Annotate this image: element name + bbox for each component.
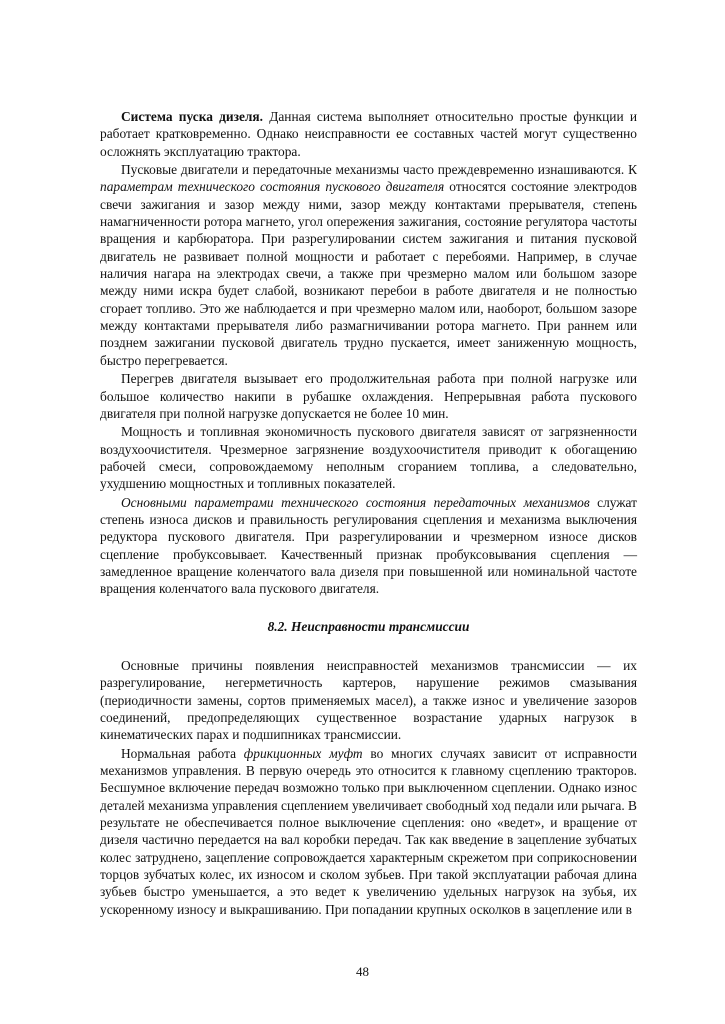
paragraph-friction-clutches <box>100 745 637 918</box>
paragraph-text: относятся состояние электродов свечи зажигания и зазор между ними, зазор между контактами прерывателя, степень намагниченности ротора магнето, угол опережения зажигания, состояние регулятора частоты вращения и карбюратора. При разрегулировании систем зажигания и питания пусковой двигатель не развивает полной мощности и работает с перебоями. Например, в случае наличия нагара на электродах свечи, а также при чрезмерно малом или большом зазоре между ними искра будет слабой, возникают перебои в работе двигателя и не полностью сгорает топливо. Это же наблюдается и при чрезмерно малом или, наоборот, большом зазоре между контактами прерывателя либо размагничивании ротора магнето. При раннем или позднем зажигании пусковой двигатель трудно пускается, имеет заниженную мощность, быстро перегревается. <box>100 179 638 368</box>
page-content <box>100 108 637 918</box>
paragraph-transmission-causes: Основные причины появления неисправностей механизмов трансмиссии — их разрегулирование, негерметичность картеров, нарушение режимов смазывания (периодичности замены, сортов применяемых масел), а также износ и увеличение зазоров соединений, предопределяющих существенное возрастание ударных нагрузок в кинематических парах и подшипниках трансмиссии. <box>100 657 637 743</box>
paragraph-text: во многих случаях зависит от исправности механизмов управления. В первую очередь это относится к главному сцеплению тракторов. Бесшумное включение передач возможно только при выключенном сцеплении. Однако износ деталей механизма управления сцеплением увеличивает свободный ход педали или рычага. В результате не обеспечивается полное выключение сцепления: оно «ведет», и вращение от дизеля частично передается на вал коробки передач. Так как введение в зацепление зубчатых колес затруднено, зацепление сопровождается характерным скрежетом при соприкосновении торцов зубчатых колес, их износом и сколом зубьев. При такой эксплуатации рабочая длина зубьев быстро уменьшается, а это ведет к увеличению удельных нагрузок на зубья, их ускоренному износу и выкрашиванию. При попадании крупных осколков в зацепление или в <box>100 745 638 917</box>
italic-term: параметрам технического состояния пускового двигателя <box>100 179 445 195</box>
paragraph-text: Данная система выполняет относительно простые функции и работает кратковременно. Однако неисправности ее составных частей могут существенно осложнять эксплуатацию трактора. <box>100 109 637 159</box>
paragraph-text: Пусковые двигатели и передаточные механизмы часто преждевременно изнашиваются. К <box>121 162 637 178</box>
paragraph-starting-system <box>100 108 637 160</box>
italic-term: фрикционных муфт <box>243 745 363 761</box>
paragraph-overheating: Перегрев двигателя вызывает его продолжительная работа при полной нагрузке или большое количество накипи в рубашке охлаждения. Непрерывная работа пускового двигателя при полной нагрузке допускается не более 10 мин. <box>100 371 637 421</box>
paragraph-title: Система пуска дизеля. <box>121 109 264 124</box>
section-heading: 8.2. Неисправности трансмиссии <box>267 618 470 634</box>
paragraph-air-cleaner: Мощность и топливная экономичность пускового двигателя зависят от загрязненности воздухоочистителя. Чрезмерное загрязнение воздухоочистителя приводит к обогащению рабочей смеси, сопровождаемому неполным сгоранием топлива, а следовательно, ухудшению мощностных и топливных показателей. <box>100 424 637 492</box>
paragraph-transmission-mechanisms <box>100 494 637 598</box>
paragraph-starting-engines <box>100 161 637 369</box>
italic-term: Основными параметрами технического состояния передаточных механизмов <box>121 494 590 510</box>
page-number: 48 <box>356 964 369 979</box>
paragraph-text: служат степень износа дисков и правильность регулирования сцепления и механизма выключения редуктора пускового двигателя. При разрегулировании и чрезмерном износе дисков сцепление пробуксовывает. Качественный признак пробуксовывания сцепления — замедленное вращение коленчатого вала дизеля при повышенной или номинальной частоте вращения коленчатого вала пускового двигателя. <box>100 494 637 597</box>
paragraph-text: Нормальная работа <box>121 745 244 761</box>
